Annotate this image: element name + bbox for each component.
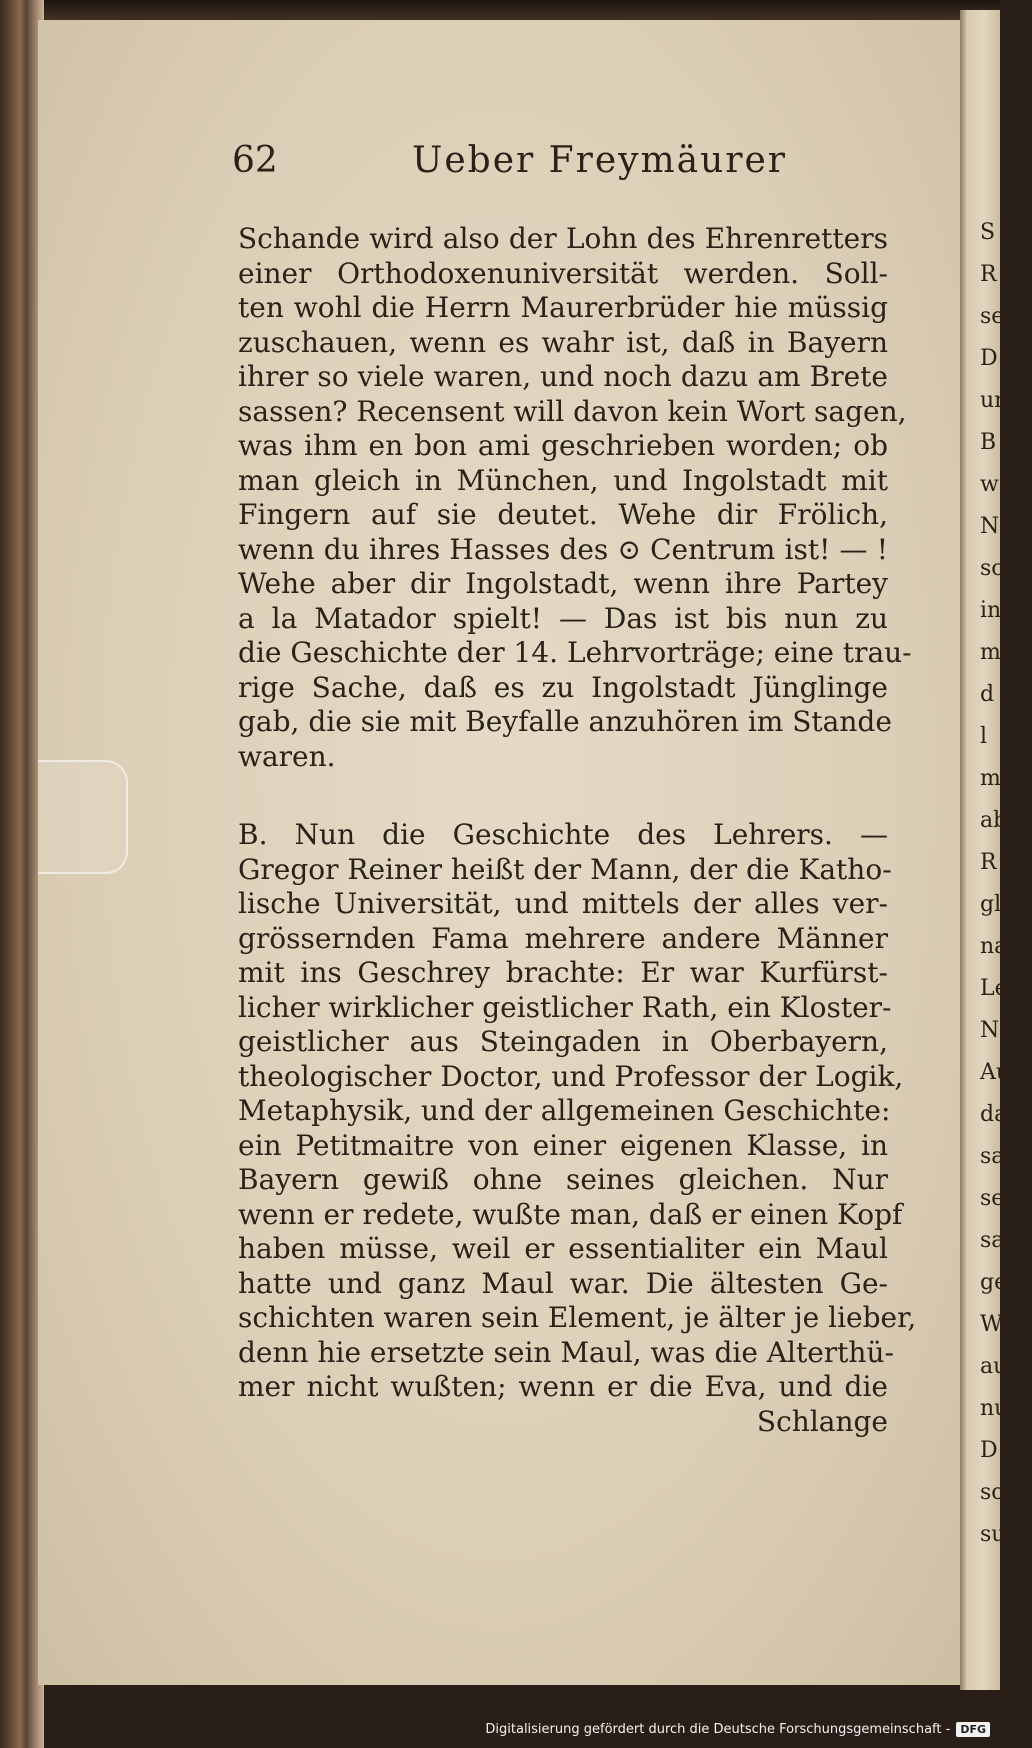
next-page-fragment: da	[980, 1102, 1008, 1127]
text-line: mit ins Geschrey brachte: Er war Kurfürst-	[238, 956, 888, 989]
text-line: man gleich in München, und Ingolstadt mit	[238, 463, 888, 497]
text-line: sassen? Recensent will davon kein Wort sagen,	[238, 394, 907, 428]
text-line: grössernden Fama mehrere andere Männer	[238, 921, 888, 955]
next-page-fragment: w	[980, 472, 999, 497]
text-line: licher wirklicher geistlicher Rath, ein Kloster-	[238, 990, 892, 1024]
next-page-fragment: so	[980, 1480, 1005, 1505]
text-line: B. Nun die Geschichte des Lehrers. —	[238, 818, 888, 851]
digitization-footer	[485, 1718, 990, 1740]
text-line: haben müsse, weil er essentialiter ein Maul	[238, 1232, 888, 1265]
paragraph-1	[238, 222, 912, 774]
text-line: theologischer Doctor, und Professor der Logik,	[238, 1059, 904, 1093]
next-page-fragment: such	[980, 1522, 1032, 1547]
text-line: waren.	[238, 739, 336, 773]
next-page-fragment: au	[980, 1354, 1008, 1379]
next-page-fragment: se	[980, 304, 1005, 329]
next-page-fragment: ger	[980, 1270, 1018, 1295]
next-page-fragment: D	[980, 1438, 998, 1463]
running-title: Ueber Freymäurer	[412, 140, 787, 181]
text-line: Metaphysik, und der allgemeinen Geschichte:	[238, 1094, 891, 1127]
next-page-fragment: gle	[980, 892, 1015, 917]
text-line: zuschauen, wenn es wahr ist, daß in Bayern	[238, 325, 888, 359]
text-line: hatte und ganz Maul war. Die ältesten Ge-	[238, 1266, 888, 1300]
next-page-fragment: S	[980, 220, 996, 245]
next-page-fragment: sei	[980, 1186, 1012, 1211]
text-line: Wehe aber dir Ingolstadt, wenn ihre Partey	[238, 567, 888, 600]
text-line: einer Orthodoxenuniversität werden. Soll-	[238, 256, 888, 290]
text-line: was ihm en bon ami geschrieben worden; ob	[238, 429, 888, 462]
text-line: a la Matador spielt! — Das ist bis nun zu	[238, 601, 888, 635]
text-line: Bayern gewiß ohne seines gleichen. Nur	[238, 1163, 888, 1196]
next-page-fragment: m	[980, 640, 1001, 665]
text-line: denn hie ersetzte sein Maul, was die Alterthü-	[238, 1335, 894, 1369]
body-text	[238, 222, 917, 1439]
text-line: ein Petitmaitre von einer eigenen Klasse, in	[238, 1128, 888, 1162]
catchword: Schlange	[756, 1404, 888, 1438]
next-page-fragment: R	[980, 850, 997, 875]
text-line: lische Universität, und mittels der alles ver-	[238, 887, 888, 920]
paragraph-2	[238, 818, 917, 1405]
page-number: 62	[232, 140, 278, 181]
next-page-fragment: Au	[980, 1060, 1011, 1085]
text-line: Gregor Reiner heißt der Mann, der die Katho-	[238, 852, 892, 886]
text-line: schichten waren sein Element, je älter je lieber,	[238, 1301, 917, 1334]
text-line: mer nicht wußten; wenn er die Eva, und die	[238, 1370, 888, 1403]
next-page-fragment: sam	[980, 1144, 1026, 1169]
next-page-fragment: nu	[980, 1396, 1009, 1421]
next-page-fragment: ur	[980, 388, 1005, 413]
next-page-fragment: ab	[980, 808, 1008, 833]
next-page-fragment: B	[980, 430, 997, 455]
next-page-fragment: sc	[980, 556, 1004, 581]
text-line: ihrer so viele waren, und noch dazu am Brete	[238, 360, 888, 393]
text-line: gab, die sie mit Beyfalle anzuhören im Stande	[238, 705, 892, 738]
next-page-fragment: in	[980, 598, 1002, 623]
next-page-fragment: R	[980, 262, 997, 287]
next-page-fragment: m	[980, 766, 1001, 791]
dfg-logo: DFG	[956, 1722, 990, 1737]
text-line: die Geschichte der 14. Lehrvorträge; eine trau-	[238, 636, 912, 669]
next-page-fragment: Leu	[980, 976, 1022, 1001]
text-line: wenn er redete, wußte man, daß er einen Kopf	[238, 1197, 903, 1231]
text-line: rige Sache, daß es zu Ingolstadt Jünglinge	[238, 670, 888, 704]
text-line: wenn du ihres Hasses des ⊙ Centrum ist! — !	[238, 532, 888, 566]
text-line: Schande wird also der Lohn des Ehrenretters	[238, 222, 888, 255]
text-line: ten wohl die Herrn Maurerbrüder hie müssig	[238, 291, 888, 324]
next-page-fragment: N	[980, 514, 1000, 539]
page-header	[232, 140, 792, 200]
paragraph-gap	[238, 774, 888, 818]
text-line: Fingern auf sie deutet. Wehe dir Frölich,	[238, 498, 888, 531]
next-page-fragment: na	[980, 934, 1008, 959]
next-page-fragment: D	[980, 346, 998, 371]
page-clip	[38, 760, 128, 874]
next-page-fragment: d	[980, 682, 995, 707]
footer-credit: Digitalisierung gefördert durch die Deutsche Forschungsgemeinschaft -	[485, 1721, 951, 1737]
next-page-fragment: N	[980, 1018, 1000, 1043]
next-page-fragment: saa	[980, 1228, 1018, 1253]
text-line: geistlicher aus Steingaden in Oberbayern,	[238, 1025, 888, 1058]
next-page-fragment: l	[980, 724, 988, 749]
next-page-fragment: W	[980, 1312, 1003, 1337]
